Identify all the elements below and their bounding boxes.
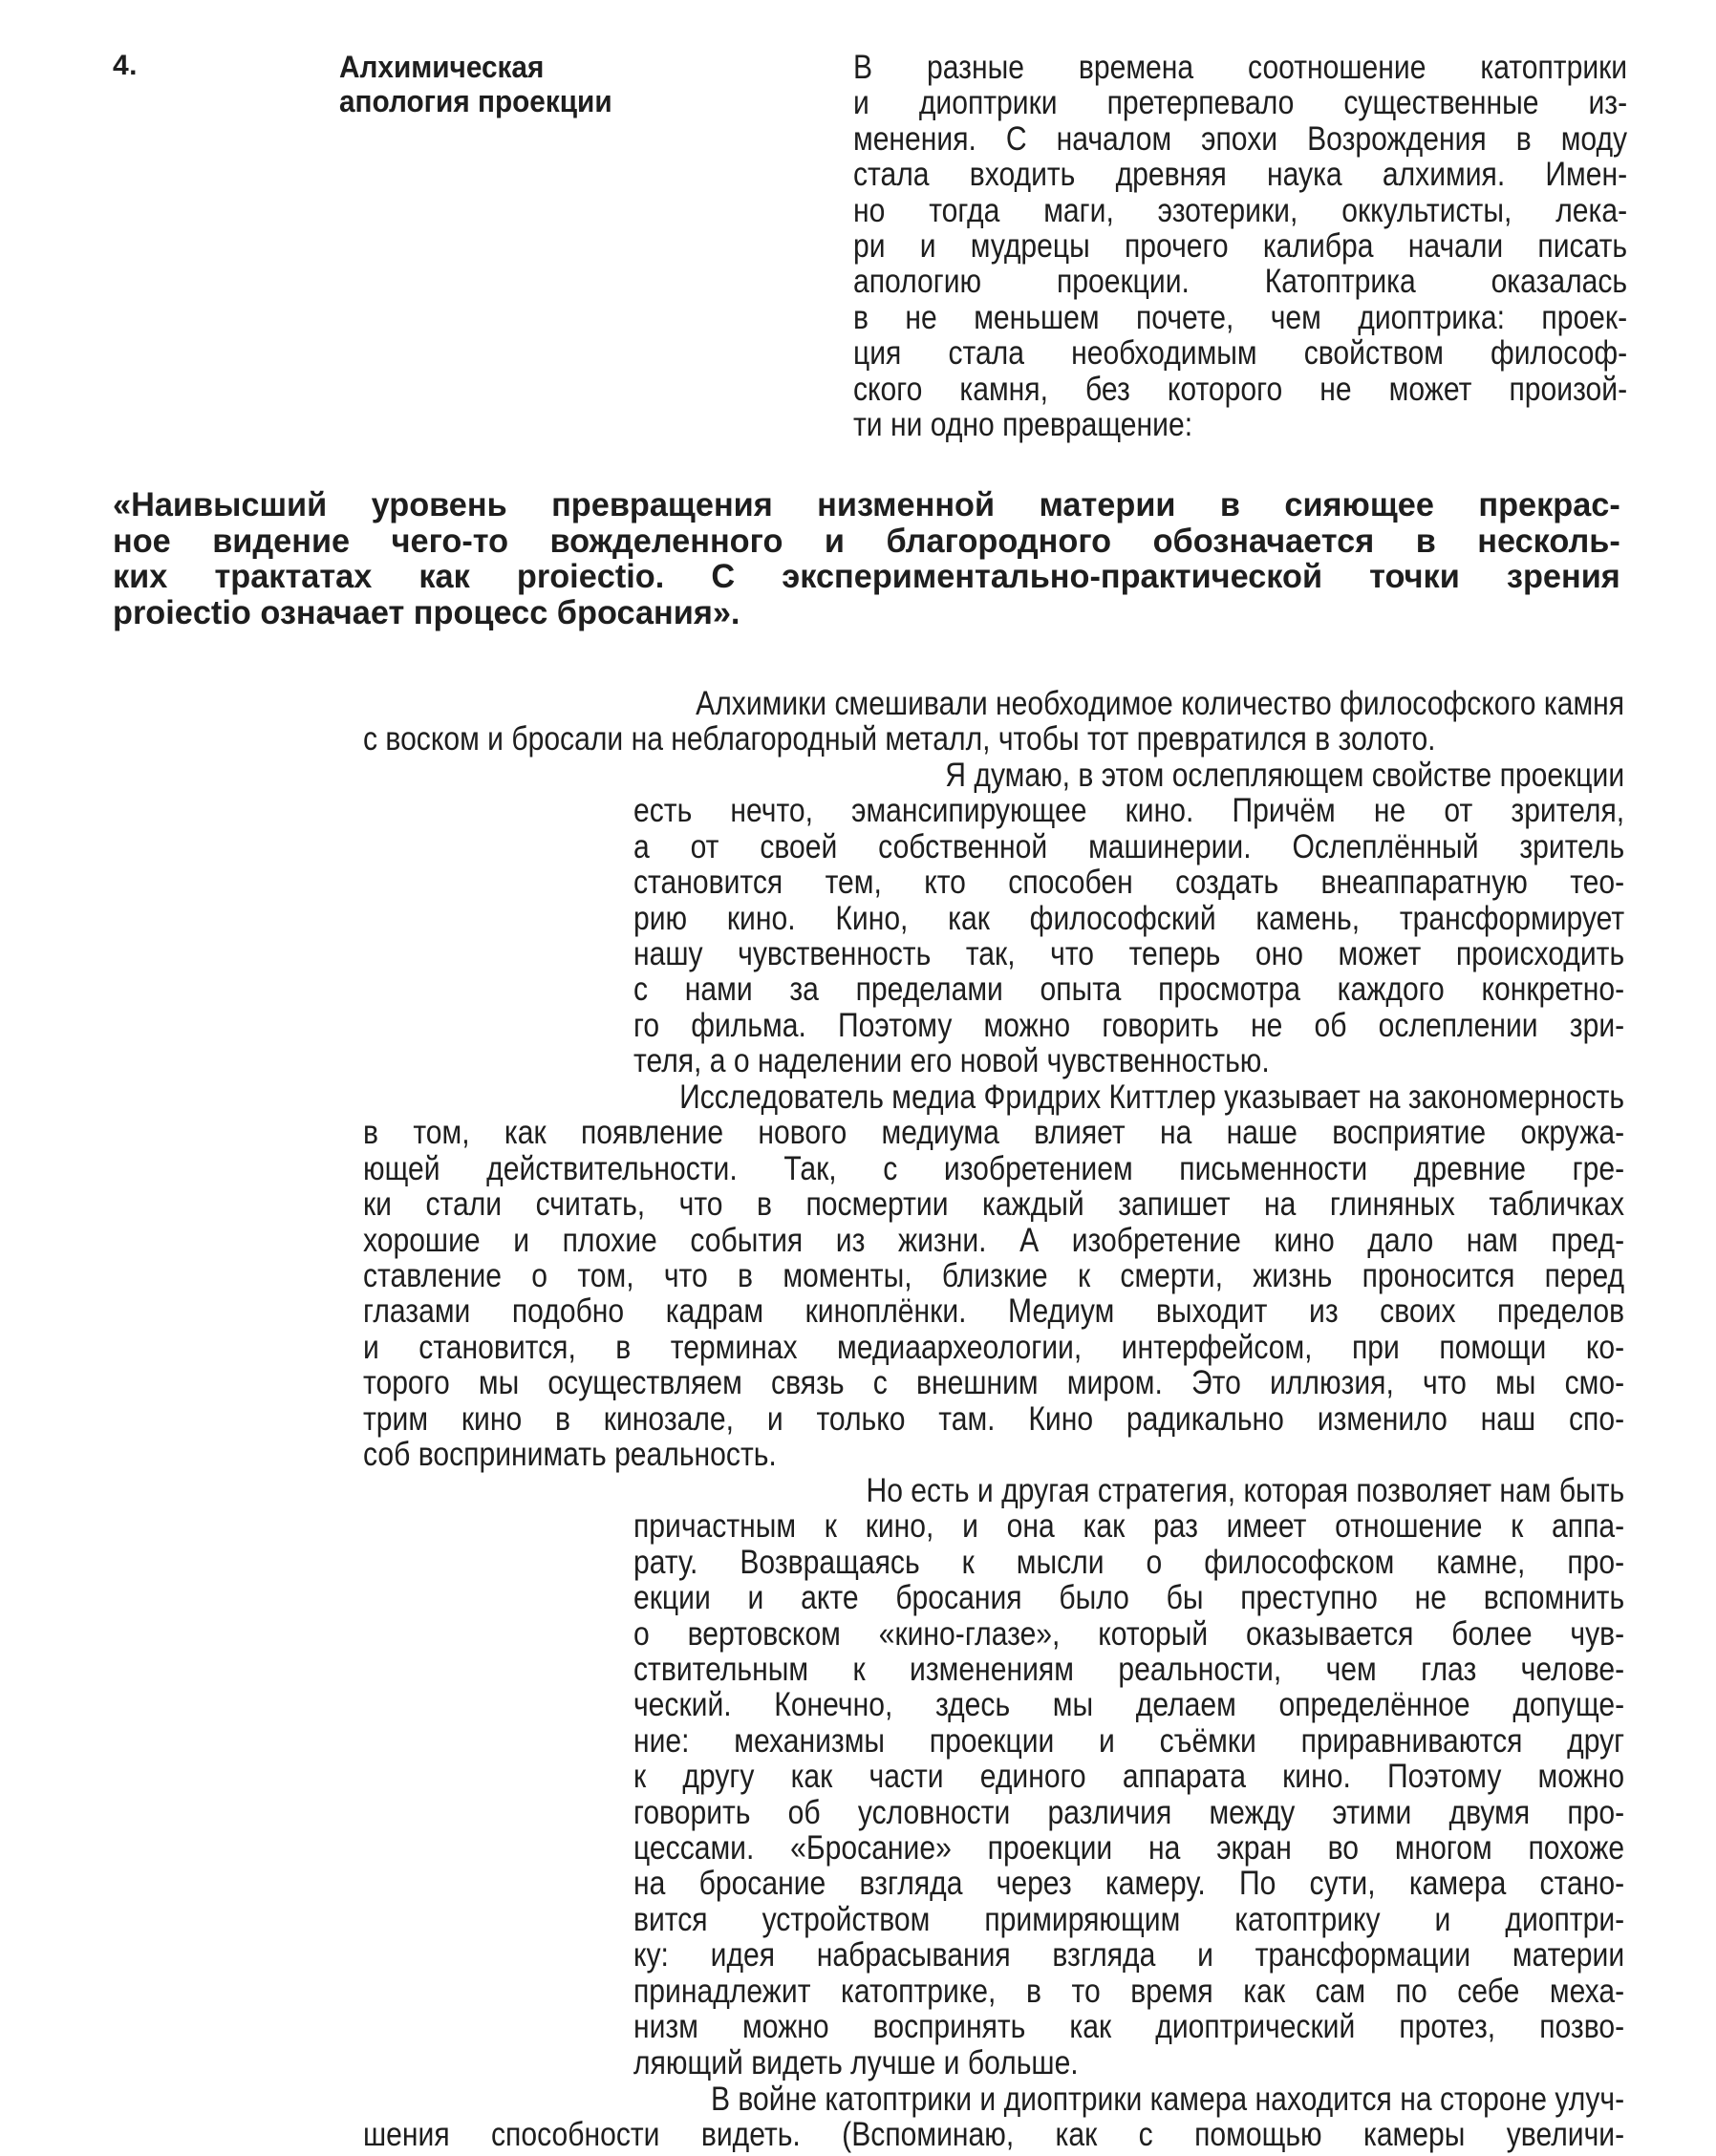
text-line: трим кино в кинозале, и только там. Кино радикально изменило наш спо-: [363, 1399, 1625, 1438]
text-line: рату. Возвращаясь к мысли о философском камне, про-: [633, 1543, 1625, 1581]
paragraph-i-think: [633, 758, 1624, 1079]
text-line: есть нечто, эмансипирующее кино. Причём не от зрителя,: [633, 792, 1625, 830]
text-line: нашу чувственность так, что теперь оно может происходить: [633, 935, 1625, 973]
text-line: апологию проекции. Катоптрика оказалась: [853, 263, 1628, 301]
text-line: ких трактатах как proiectio. С экспериментально-практической точки зрения: [113, 558, 1620, 595]
text-line: к другу как части единого аппарата кино. Поэтому можно: [633, 1758, 1625, 1796]
text-line: ляющий видеть лучше и больше.: [633, 2043, 1079, 2081]
text-line: вится устройством примиряющим катоптрику и диоптри-: [633, 1900, 1625, 1938]
text-line: о вертовском «кино-глазе», который оказывается более чув-: [633, 1614, 1625, 1653]
paragraph-alchemists: [363, 686, 1624, 758]
section-title: [339, 50, 765, 118]
section-title-line: апология проекции: [339, 84, 612, 118]
paragraph-war: [363, 2081, 1624, 2153]
text-line: ное видение чего-то вожделенного и благородного обозначается в несколь-: [113, 522, 1620, 560]
text-line: с воском и бросали на неблагородный металл, чтобы тот превратился в золото.: [363, 720, 1436, 758]
text-line: Я думаю, в этом ослепляющем свойстве проекции: [945, 757, 1625, 794]
text-line: с нами за пределами опыта просмотра каждого конкретно-: [633, 971, 1625, 1009]
text-line: в не меньшем почете, чем диоптрика: проек-: [853, 298, 1628, 336]
text-line: в том, как появление нового медиума влияет на наше восприятие окружа-: [363, 1114, 1625, 1152]
text-line: низм можно воспринять как диоптрический протез, позво-: [633, 2008, 1625, 2046]
paragraph-kittler: [363, 1079, 1624, 1472]
block-quote: [113, 487, 1620, 630]
text-line: «Наивысший уровень превращения низменной материи в сияющее прекрас-: [113, 486, 1620, 523]
text-line: ставление о том, что в моменты, близкие к смерти, жизнь проносится перед: [363, 1257, 1625, 1295]
text-line: ти ни одно превращение:: [853, 406, 1193, 444]
text-line: Исследователь медиа Фридрих Киттлер указывает на закономерность: [679, 1078, 1625, 1116]
text-line: рию кино. Кино, как философский камень, трансформирует: [633, 899, 1625, 937]
text-line: В войне катоптрики и диоптрики камера находится на стороне улуч-: [710, 2081, 1625, 2118]
text-line: причастным к кино, и она как раз имеет отношение к аппа-: [633, 1507, 1625, 1546]
text-line: Но есть и другая стратегия, которая позволяет нам быть: [866, 1472, 1625, 1509]
paragraph-strategy: [633, 1473, 1624, 2081]
section-number: 4.: [113, 50, 139, 81]
text-line: ки стали считать, что в посмертии каждый запишет на глиняных табличках: [363, 1185, 1625, 1224]
text-line: глазами подобно кадрам киноплёнки. Медиум выходит из своих пределов: [363, 1292, 1625, 1331]
text-line: ри и мудрецы прочего калибра начали писать: [853, 227, 1628, 266]
text-line: и диоптрики претерпевало существенные из-: [853, 84, 1628, 122]
text-line: становится тем, кто способен создать внеаппаратную тео-: [633, 864, 1625, 902]
text-line: и становится, в терминах медиаархеологии, интерфейсом, при помощи ко-: [363, 1328, 1625, 1366]
text-line: ствительным к изменениям реальности, чем глаз челове-: [633, 1651, 1625, 1689]
text-line: теля, а о наделении его новой чувственностью.: [633, 1042, 1270, 1080]
intro-paragraph: [853, 50, 1627, 442]
text-line: В разные времена соотношение катоптрики: [853, 49, 1628, 86]
text-line: на бросание взгляда через камеру. По сути, камера стано-: [633, 1865, 1625, 1903]
text-line: ского камня, без которого не может произой-: [853, 370, 1628, 408]
text-line: ние: механизмы проекции и съёмки приравниваются друг: [633, 1721, 1625, 1760]
text-line: екции и акте бросания было бы преступно не вспомнить: [633, 1579, 1625, 1617]
text-line: го фильма. Поэтому можно говорить не об ослеплении зри-: [633, 1006, 1625, 1044]
text-line: менения. С началом эпохи Возрождения в моду: [853, 119, 1628, 158]
text-line: ция стала необходимым свойством философ-: [853, 334, 1628, 373]
text-line: торого мы осуществляем связь с внешним миром. Это иллюзия, что мы смо-: [363, 1364, 1625, 1402]
text-line: Алхимики смешивали необходимое количество философского камня: [696, 685, 1625, 722]
section-title-line: Алхимическая: [339, 50, 545, 84]
text-line: цессами. «Бросание» проекции на экран во многом похоже: [633, 1829, 1625, 1868]
text-line: стала входить древняя наука алхимия. Имен-: [853, 156, 1628, 194]
text-line: ку: идея набрасывания взгляда и трансформации материи: [633, 1936, 1625, 1975]
text-line: соб воспринимать реальность.: [363, 1436, 777, 1474]
text-line: но тогда маги, эзотерики, оккультисты, лека-: [853, 191, 1628, 229]
text-line: говорить об условности различия между этими двумя про-: [633, 1793, 1625, 1831]
text-line: proiectio означает процесс бросания».: [113, 593, 740, 631]
text-line: шения способности видеть. (Вспоминаю, как с помощью камеры увеличи-: [363, 2116, 1625, 2154]
text-line: ющей действительности. Так, с изобретением письменности древние гре-: [363, 1149, 1625, 1187]
text-line: хорошие и плохие события из жизни. А изобретение кино дало нам пред-: [363, 1221, 1625, 1259]
text-line: ческий. Конечно, здесь мы делаем определённое допуще-: [633, 1686, 1625, 1724]
text-line: а от своей собственной машинерии. Ослеплённый зритель: [633, 827, 1625, 865]
text-line: принадлежит катоптрике, в то время как сам по себе меха-: [633, 1972, 1625, 2010]
